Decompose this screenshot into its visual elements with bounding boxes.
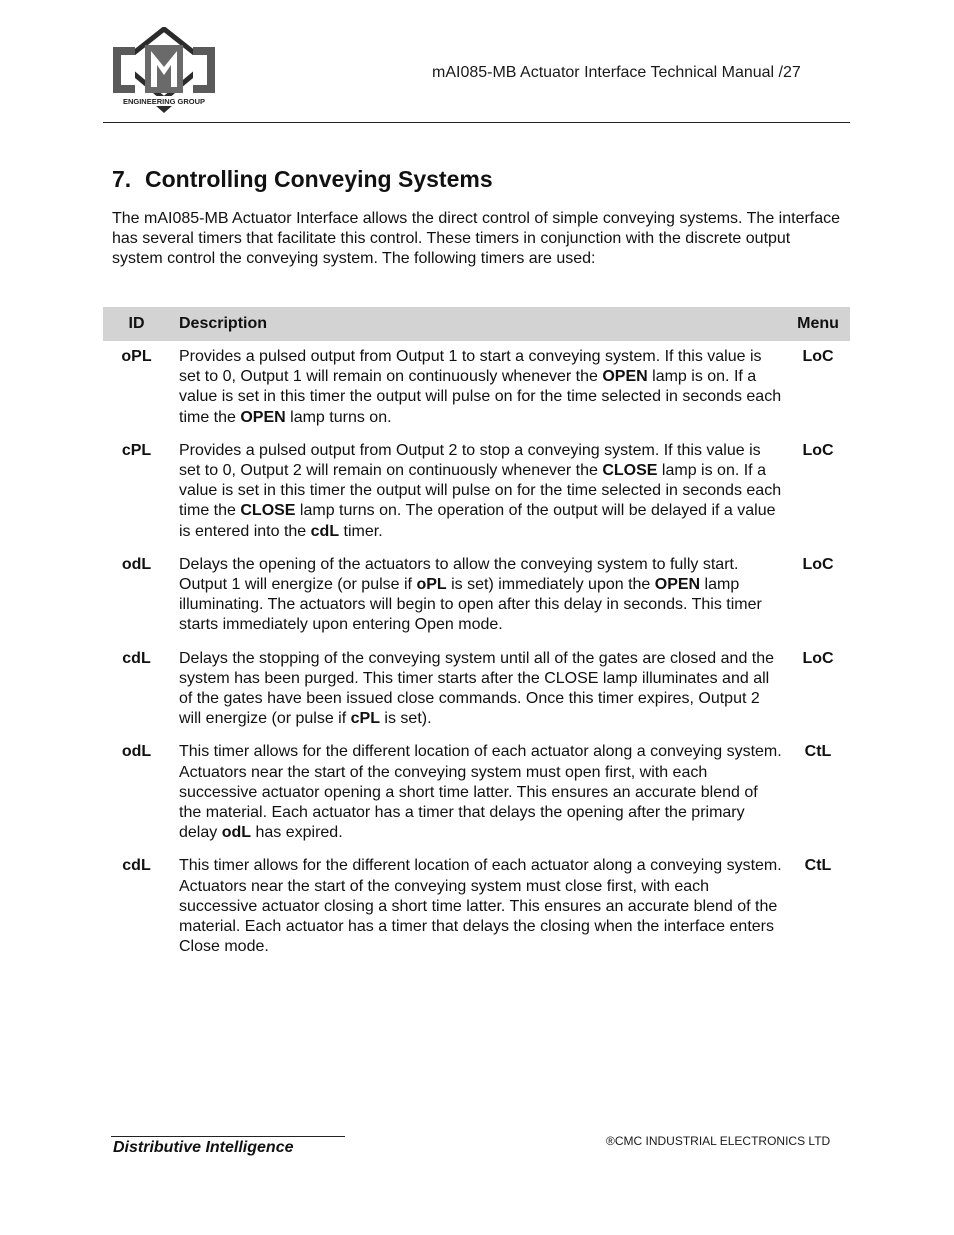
table-row [103, 851, 850, 965]
document-header-title: mAI085-MB Actuator Interface Technical Manual /27 [432, 64, 801, 81]
table-row [103, 737, 850, 851]
timer-menu: LoC [802, 348, 834, 365]
timer-menu: CtL [804, 743, 832, 761]
timer-menu: LoC [802, 441, 834, 459]
column-header-description: Description [170, 307, 786, 341]
timer-description: Delays the stopping of the conveying system until all of the gates are closed and the system has been purged. This timer starts after the CLOSE lamp illuminates and all of the gates have been issued close commands. Once this timer expires, Output 2 will energize (or pulse if cPL is set). [179, 649, 775, 728]
timer-menu: LoC [802, 555, 834, 573]
timer-description: Provides a pulsed output from Output 2 to stop a conveying system. If this value is set to 0, Output 2 will remain on continuously whenever the CLOSE lamp is on. If a value is set in this timer the output will pulse on for the time selected in seconds each time the CLOSE lamp turns on. The operation of the output will be delayed if a value is entered into the cdL timer. [179, 441, 782, 540]
cmc-logo-graphic [111, 27, 217, 114]
header-divider [103, 122, 850, 123]
intro-paragraph: The mAI085-MB Actuator Interface allows the direct control of simple conveying systems. The interface has several timers that facilitate this control. These timers in conjunction with the discrete output system control the conveying system. The following timers are used: [112, 210, 841, 267]
bold-term: cPL [350, 710, 380, 728]
column-header-menu: Menu [786, 307, 850, 341]
table-row [103, 436, 850, 550]
bold-term: CLOSE [602, 462, 658, 480]
timer-menu: CtL [804, 857, 832, 875]
section-heading [112, 166, 493, 193]
table-row [103, 550, 850, 644]
footer-copyright: ®CMC INDUSTRIAL ELECTRONICS LTD [606, 1134, 831, 1148]
column-header-id: ID [103, 307, 170, 341]
timer-description: Delays the opening of the actuators to allow the conveying system to fully start. Output 1 will energize (or pulse if oPL is set) immediately upon the OPEN lamp illuminating. The actuators will begin to open after this delay in seconds. This timer starts immediately upon entering Open mode. [179, 555, 762, 634]
timer-menu: LoC [802, 649, 834, 667]
footer-divider [111, 1136, 345, 1137]
timer-id: cPL [121, 441, 152, 459]
footer-tagline: Distributive Intelligence [113, 1139, 294, 1156]
timer-id: oPL [121, 348, 152, 365]
bold-term: odL [221, 824, 252, 842]
timer-description: Provides a pulsed output from Output 1 to start a conveying system. If this value is set to 0, Output 1 will remain on continuously whenever the OPEN lamp is on. If a value is set in this timer the output will pulse on for the time selected in seconds each time the OPEN lamp turns on. [179, 348, 782, 426]
timer-id: cdL [122, 649, 151, 667]
bold-term: cdL [310, 522, 340, 540]
timers-table [103, 307, 850, 965]
table-header-row [103, 307, 850, 341]
table-body [103, 341, 850, 965]
company-logo [111, 27, 217, 114]
section-title: Controlling Conveying Systems [145, 166, 493, 192]
timer-id: odL [121, 743, 152, 761]
timer-description: This timer allows for the different location of each actuator along a conveying system. Actuators near the start of the conveying system must open first, with each successive actuator opening a short time latter. This ensures an accurate blend of the material. Each actuator has a timer that delays the opening after the primary delay odL has expired. [179, 743, 782, 842]
table-row [103, 644, 850, 738]
bold-term: OPEN [240, 408, 286, 426]
logo-caption: ENGINEERING GROUP [122, 97, 206, 106]
timer-id: cdL [122, 857, 151, 875]
table-row [103, 341, 850, 436]
timer-id: odL [121, 555, 152, 573]
timer-description: This timer allows for the different location of each actuator along a conveying system. Actuators near the start of the conveying system must close first, with each successive actuator closing a short time latter. This ensures an accurate blend of the material. Each actuator has a timer that delays the closing when the interface enters Close mode. [179, 857, 782, 956]
bold-term: CLOSE [240, 502, 296, 520]
bold-term: OPEN [654, 576, 701, 594]
bold-term: OPEN [602, 368, 648, 386]
section-number: 7. [112, 166, 132, 192]
bold-term: oPL [416, 576, 447, 594]
